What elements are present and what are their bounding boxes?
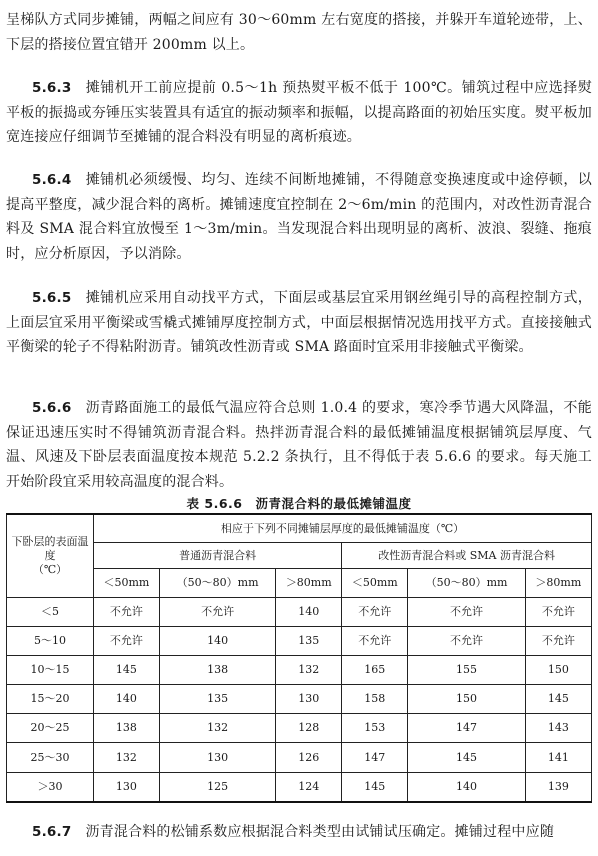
table-cell: 132 <box>94 743 160 772</box>
table-cell: 不允许 <box>159 598 275 627</box>
section-5-6-7 <box>6 820 592 845</box>
thickness-span-header: 相应于下列不同摊铺层厚度的最低摊铺温度（℃） <box>94 514 592 543</box>
table-group-row <box>7 543 592 569</box>
table-cell: 145 <box>525 685 591 714</box>
table-cell: 147 <box>342 743 408 772</box>
table-cell: 158 <box>342 685 408 714</box>
table-caption: 表 5.6.6 沥青混合料的最低摊铺温度 <box>186 496 412 511</box>
subheader-cell: ＞80mm <box>525 569 591 598</box>
table-subheader-row <box>7 569 592 598</box>
table-cell: 150 <box>408 685 525 714</box>
subheader-cell: ＞80mm <box>276 569 342 598</box>
table-cell: 135 <box>159 685 275 714</box>
section-text: 摊铺机应采用自动找平方式，下面层或基层宜采用钢丝绳引导的高程控制方式，上面层宜采用平衡梁或雪橇式摊铺厚度控制方式，中面层根据情况选用找平方式。直接接触式平衡梁的轮子不得粘附沥青。铺筑改性沥青或 SMA 路面时宜采用非接触式平衡梁。 <box>6 290 592 355</box>
table-cell: 165 <box>342 656 408 685</box>
table-cell: ＞30 <box>7 772 94 802</box>
section-5-6-4 <box>6 168 592 266</box>
table-cell: 132 <box>276 656 342 685</box>
table-cell: 150 <box>525 656 591 685</box>
subheader-cell: ＜50mm <box>94 569 160 598</box>
table-cell: 不允许 <box>342 627 408 656</box>
table-cell: 126 <box>276 743 342 772</box>
section-number: 5.6.6 <box>32 400 72 416</box>
table-row <box>7 627 592 656</box>
table-row <box>7 772 592 802</box>
table-cell: 139 <box>525 772 591 802</box>
table-cell: 不允许 <box>408 627 525 656</box>
section-text: 沥青混合料的松铺系数应根据混合料类型由试铺试压确定。摊铺过程中应随 <box>85 824 555 840</box>
min-paving-temperature-table <box>6 513 592 803</box>
table-cell: 不允许 <box>525 627 591 656</box>
table-cell: 15～20 <box>7 685 94 714</box>
table-cell: 140 <box>94 685 160 714</box>
group-header-modified: 改性沥青混合料或 SMA 沥青混合料 <box>342 543 592 569</box>
group-header-ordinary: 普通沥青混合料 <box>94 543 342 569</box>
table-cell: 125 <box>159 772 275 802</box>
section-text: 摊铺机必须缓慢、均匀、连续不间断地摊铺，不得随意变换速度或中途停顿，以提高平整度，减少混合料的离析。摊铺速度宜控制在 2～6m/min 的范围内，对改性沥青混合料及 SMA 混合料宜放慢至 1～3m/min。当发现混合料出现明显的离析、波浪、裂缝、拖痕时，应分析原因，予以消除。 <box>6 172 592 262</box>
table-cell: 5～10 <box>7 627 94 656</box>
subheader-cell: （50～80）mm <box>159 569 275 598</box>
section-5-6-5 <box>6 286 592 360</box>
table-cell: 143 <box>525 714 591 743</box>
section-text: 摊铺机开工前应提前 0.5～1h 预热熨平板不低于 100℃。铺筑过程中应选择熨平板的振捣或夯锤压实装置具有适宜的振动频率和振幅，以提高路面的初始压实度。熨平板加宽连接应仔细调节至摊铺的混合料没有明显的离析痕迹。 <box>6 80 592 145</box>
table-cell: 138 <box>159 656 275 685</box>
table-cell: 不允许 <box>342 598 408 627</box>
table-cell: 130 <box>159 743 275 772</box>
section-5-6-6 <box>6 396 592 494</box>
table-cell: ＜5 <box>7 598 94 627</box>
paragraph-continuation: 呈梯队方式同步摊铺，两幅之间应有 30～60mm 左右宽度的搭接，并躲开车道轮迹带，上、下层的搭接位置宜错开 200mm 以上。 <box>6 12 592 53</box>
table-header-row <box>7 514 592 543</box>
table-cell: 140 <box>276 598 342 627</box>
section-text: 沥青路面施工的最低气温应符合总则 1.0.4 的要求，寒冷季节遇大风降温，不能保证迅速压实时不得铺筑沥青混合料。热拌沥青混合料的最低摊铺温度根据铺筑层厚度、气温、风速及下卧层表面温度按本规范 5.2.2 条执行，且不得低于表 5.6.6 的要求。每天施工开始阶段宜采用较高温度的混合料。 <box>6 400 592 490</box>
subheader-cell: （50～80）mm <box>408 569 525 598</box>
table-cell: 140 <box>408 772 525 802</box>
table-cell: 140 <box>159 627 275 656</box>
table-cell: 128 <box>276 714 342 743</box>
table-cell: 不允许 <box>94 598 160 627</box>
table-cell: 不允许 <box>94 627 160 656</box>
table-cell: 124 <box>276 772 342 802</box>
table-row <box>7 685 592 714</box>
table-cell: 145 <box>94 656 160 685</box>
table-cell: 25～30 <box>7 743 94 772</box>
table-row <box>7 598 592 627</box>
table-cell: 138 <box>94 714 160 743</box>
table-cell: 135 <box>276 627 342 656</box>
table-cell: 147 <box>408 714 525 743</box>
table-cell: 130 <box>94 772 160 802</box>
section-number: 5.6.3 <box>32 80 72 96</box>
table-row <box>7 743 592 772</box>
table-cell: 130 <box>276 685 342 714</box>
section-number: 5.6.7 <box>32 824 72 840</box>
table-cell: 不允许 <box>525 598 591 627</box>
section-number: 5.6.4 <box>32 172 72 188</box>
table-cell: 10～15 <box>7 656 94 685</box>
table-cell: 132 <box>159 714 275 743</box>
table-cell: 不允许 <box>408 598 525 627</box>
subheader-cell: ＜50mm <box>342 569 408 598</box>
section-5-6-3 <box>6 76 592 150</box>
table-cell: 20～25 <box>7 714 94 743</box>
section-number: 5.6.5 <box>32 290 72 306</box>
table-cell: 145 <box>408 743 525 772</box>
table-cell: 155 <box>408 656 525 685</box>
table-cell: 145 <box>342 772 408 802</box>
table-row <box>7 656 592 685</box>
table-cell: 153 <box>342 714 408 743</box>
surface-temp-header: 下卧层的表面温度 （℃） <box>7 514 94 598</box>
table-row <box>7 714 592 743</box>
table-cell: 141 <box>525 743 591 772</box>
